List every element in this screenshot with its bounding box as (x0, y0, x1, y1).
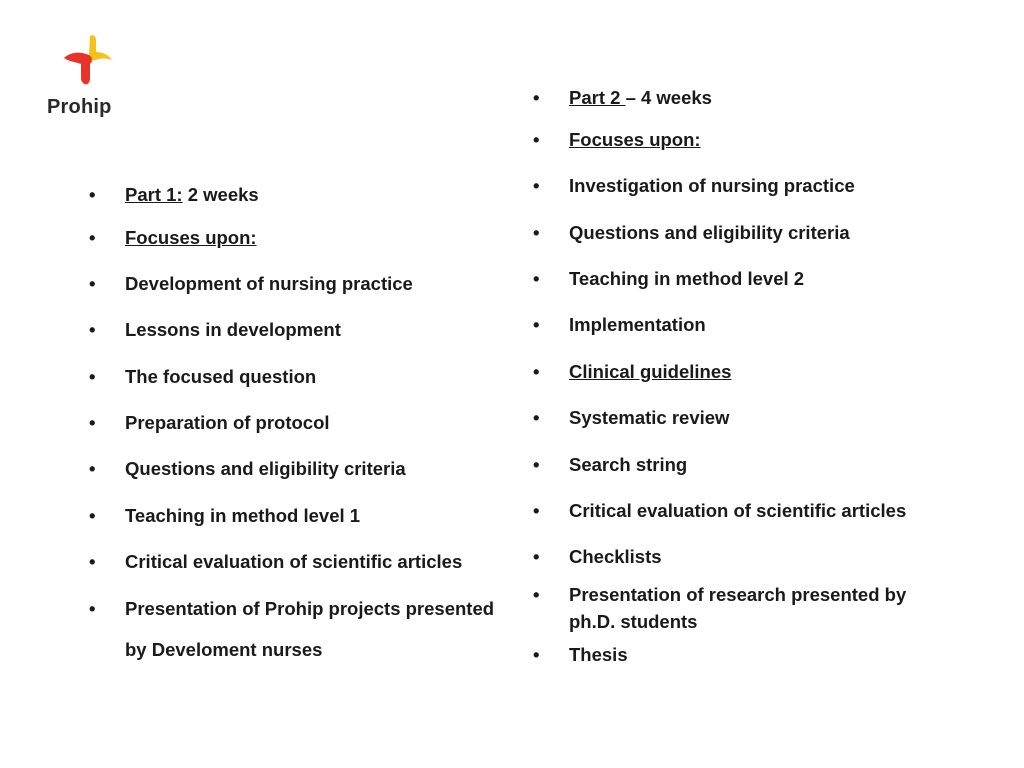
list-item-text: Critical evaluation of scientific articles (569, 500, 907, 521)
logo-text: Prohip (47, 96, 112, 118)
part2-duration: – 4 weeks (625, 87, 712, 108)
list-item (89, 455, 406, 482)
list-item-text: Checklists (569, 546, 662, 567)
bullet: • (533, 129, 540, 150)
bullet: • (533, 361, 540, 382)
list-item-text: Search string (569, 454, 688, 475)
bullet: • (89, 458, 96, 479)
bullet: • (533, 644, 540, 665)
bullet: • (533, 407, 540, 428)
prohip-logo-icon (62, 34, 122, 86)
bullet: • (533, 314, 540, 335)
bullet: • (533, 268, 540, 289)
list-item-text: by Develoment nurses (125, 639, 323, 660)
bullet: • (89, 184, 96, 205)
list-item-text: Thesis (569, 644, 628, 665)
bullet: • (89, 319, 96, 340)
bullet: • (533, 222, 540, 243)
list-item (89, 224, 257, 251)
list-item (89, 409, 330, 436)
list-item (533, 172, 855, 199)
list-item-text: Critical evaluation of scientific articles (125, 551, 463, 572)
bullet: • (533, 175, 540, 196)
list-item-text: Preparation of protocol (125, 412, 330, 433)
bullet: • (89, 273, 96, 294)
list-item (533, 126, 701, 153)
part1-duration: 2 weeks (182, 184, 259, 205)
list-item (533, 84, 712, 111)
list-item (533, 219, 850, 246)
list-item (533, 497, 907, 524)
list-item-text: Teaching in method level 2 (569, 268, 805, 289)
list-item (89, 548, 463, 575)
list-item (533, 358, 732, 385)
list-item-text: Development of nursing practice (125, 273, 413, 294)
bullet: • (89, 227, 96, 248)
list-item-text: Presentation of Prohip projects presented (125, 598, 495, 619)
part1-list (89, 0, 525, 768)
list-item-text: Systematic review (569, 407, 730, 428)
bullet: • (533, 87, 540, 108)
list-item (533, 404, 730, 431)
bullet: • (533, 584, 540, 605)
list-item (89, 270, 413, 297)
part2-list (533, 0, 1009, 768)
list-item (533, 641, 628, 668)
clinical-guidelines-link[interactable]: Clinical guidelines (569, 361, 732, 382)
list-item-text: ph.D. students (569, 611, 698, 632)
list-item-text: The focused question (125, 366, 317, 387)
list-item-text: Implementation (569, 314, 706, 335)
list-item (533, 451, 688, 478)
bullet: • (89, 412, 96, 433)
list-item-text: Presentation of research presented by (569, 584, 907, 605)
list-item (89, 502, 361, 529)
part1-focus: Focuses upon: (125, 227, 257, 248)
list-item (533, 265, 805, 292)
list-item-text: Questions and eligibility criteria (569, 222, 850, 243)
list-item (89, 595, 495, 670)
part2-label: Part 2 (569, 87, 626, 108)
list-item (533, 581, 907, 635)
part1-label: Part 1: (125, 184, 183, 205)
list-item (89, 316, 341, 343)
bullet: • (533, 454, 540, 475)
list-item (533, 543, 662, 570)
list-item-text: Questions and eligibility criteria (125, 458, 406, 479)
part2-focus: Focuses upon: (569, 129, 701, 150)
list-item-text: Investigation of nursing practice (569, 175, 855, 196)
list-item (89, 181, 259, 208)
bullet: • (89, 366, 96, 387)
bullet: • (533, 546, 540, 567)
list-item (533, 311, 706, 338)
bullet: • (89, 551, 96, 572)
bullet: • (89, 505, 96, 526)
list-item (89, 363, 317, 390)
list-item-text: Teaching in method level 1 (125, 505, 361, 526)
bullet: • (89, 598, 96, 619)
list-item-text: Lessons in development (125, 319, 341, 340)
bullet: • (533, 500, 540, 521)
